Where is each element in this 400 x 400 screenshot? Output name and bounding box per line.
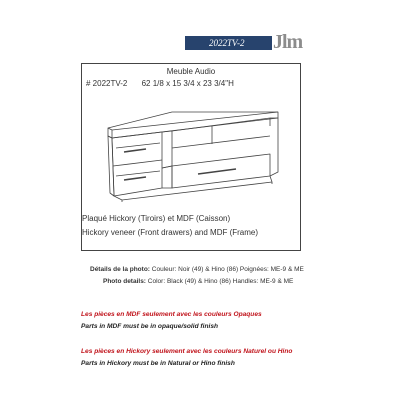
photo-details-french [90,266,304,273]
product-title: Meuble Audio [166,67,216,76]
model-number: # 2022TV-2 [86,79,128,88]
photo-details-french-text: Couleur: Noir (49) & Hino (86) Poignées: ME-9 & ME [151,266,304,273]
model-code-banner: 2022TV-2 [185,36,272,50]
dimensions: 62 1/8 x 15 3/4 x 23 3/4"H [141,79,234,88]
hickory-note-french: Les pièces en Hickory seulement avec les couleurs Naturel ou Hino [81,348,293,355]
photo-details-english-text: Color: Black (49) & Hino (86) Handles: ME-9 & ME [147,278,294,285]
brand-wordmark: Jlm [273,31,303,53]
hickory-note-english: Parts in Hickory must be in Natural or Hino finish [81,360,235,367]
product-sheet [81,63,301,251]
materials-french: Plaqué Hickory (Tiroirs) et MDF (Caisson) [82,214,231,223]
photo-details-english-label: Photo details: [103,278,146,285]
mdf-note-english: Parts in MDF must be in opaque/solid finish [81,323,219,330]
photo-details-english [103,278,293,285]
photo-details-french-label: Détails de la photo: [90,266,150,273]
brand-logo [185,33,303,53]
materials-english: Hickory veneer (Front drawers) and MDF (Frame) [82,228,259,237]
tv-stand-sketch-icon [102,96,282,206]
mdf-note-french: Les pièces en MDF seulement avec les couleurs Opaques [81,311,262,318]
model-dimensions-line [86,79,234,88]
